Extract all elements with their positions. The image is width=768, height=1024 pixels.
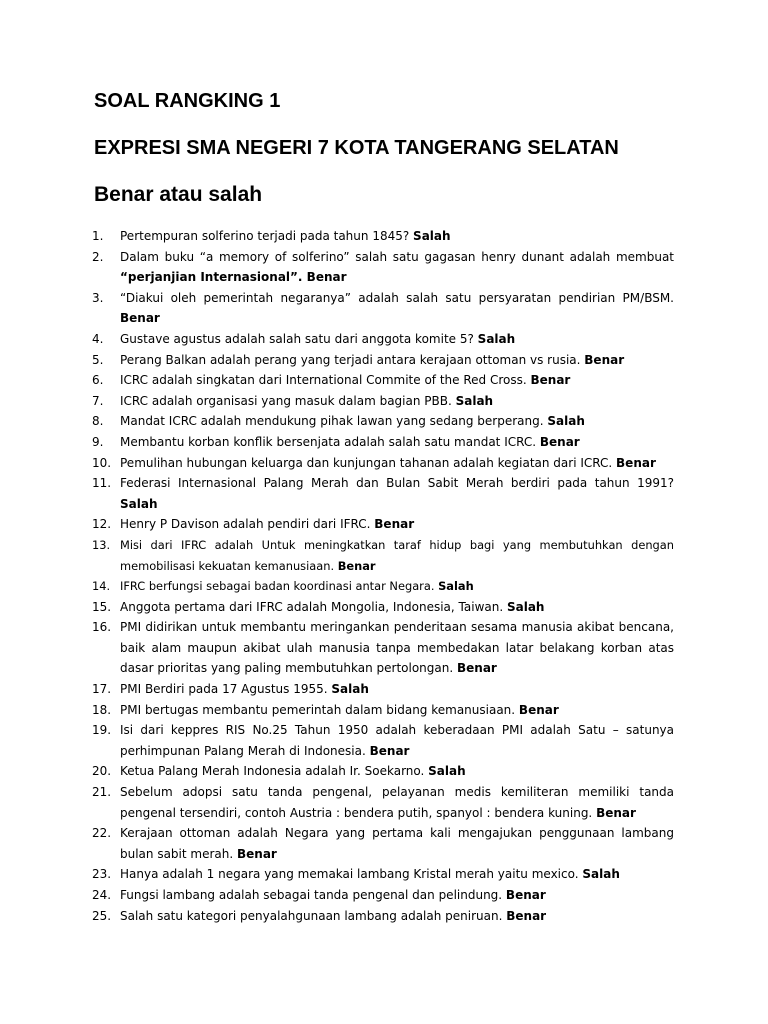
question-item: [92, 782, 674, 823]
answer-label: Benar: [596, 805, 636, 820]
question-number: 18.: [92, 702, 112, 717]
question-text: Henry P Davison adalah pendiri dari IFRC.: [120, 517, 375, 532]
answer-label: Benar: [374, 517, 415, 532]
question-number: 17.: [92, 682, 112, 697]
question-number: 16.: [92, 620, 112, 635]
answer-label: Benar: [505, 888, 546, 902]
question-text: Pemulihan hubungan keluarga dan kunjungan tahanan adalah kegiatan dari ICRC.: [120, 455, 617, 470]
question-text: IFRC berfungsi sebagai badan koordinasi antar Negara.: [120, 579, 439, 594]
question-item: [92, 247, 674, 288]
answer-label: Benar: [457, 661, 497, 676]
question-item: [92, 906, 674, 927]
question-item: [92, 864, 674, 885]
question-number: 10.: [92, 455, 112, 470]
question-text: PMI didirikan untuk membantu meringankan penderitaan sesama manusia akibat bencana, baik alam maupun akibat ulah manusia tanpa membedakan latar belakang korban atas dasar prioritas yang paling membutuhkan pertolongan.: [120, 620, 674, 676]
question-text: PMI bertugas membantu pemerintah dalam bidang kemanusiaan.: [120, 702, 519, 717]
question-number: 8.: [92, 414, 104, 429]
answer-label: Salah: [413, 229, 451, 243]
question-text: Membantu korban konflik bersenjata adalah salah satu mandat ICRC.: [120, 434, 540, 449]
question-text: Isi dari keppres RIS No.25 Tahun 1950 adalah keberadaan PMI adalah Satu – satunya perhimpunan Palang Merah di Indonesia.: [120, 723, 674, 758]
question-number: 21.: [92, 785, 112, 800]
answer-label: Salah: [582, 867, 620, 882]
question-text: Kerajaan ottoman adalah Negara yang pertama kali mengajukan penggunaan lambang bulan sabit merah.: [120, 826, 674, 861]
question-item: [92, 720, 674, 761]
question-item: [92, 597, 674, 618]
question-number: 19.: [92, 723, 112, 738]
question-item: [92, 329, 674, 350]
question-number: 20.: [92, 764, 112, 779]
answer-label: Salah: [547, 414, 585, 429]
question-item: [92, 453, 674, 474]
question-item: [92, 350, 674, 371]
question-text: ICRC adalah singkatan dari International Commite of the Red Cross.: [120, 373, 531, 388]
answer-label: Benar: [506, 908, 547, 923]
answer-label: Benar: [518, 702, 559, 717]
answer-label: Salah: [331, 682, 369, 697]
question-item: [92, 288, 674, 329]
question-number: 2.: [92, 249, 104, 264]
question-text: Dalam buku “a memory of solferino” salah satu gagasan henry dunant adalah membuat: [120, 249, 674, 264]
question-item: [92, 761, 674, 782]
question-number: 14.: [92, 579, 111, 594]
question-item: [92, 885, 674, 906]
question-text: PMI Berdiri pada 17 Agustus 1955.: [120, 682, 332, 697]
document-subtitle: EXPRESI SMA NEGERI 7 KOTA TANGERANG SELATAN: [94, 137, 619, 159]
answer-label: Benar: [337, 558, 376, 573]
question-text: Mandat ICRC adalah mendukung pihak lawan yang sedang berperang.: [120, 414, 548, 429]
question-number: 9.: [92, 434, 104, 449]
question-number: 7.: [92, 393, 104, 408]
question-number: 22.: [92, 826, 112, 841]
question-number: 5.: [92, 352, 104, 367]
question-text: Perang Balkan adalah perang yang terjadi antara kerajaan ottoman vs rusia.: [120, 352, 585, 367]
answer-label: Benar: [237, 846, 277, 861]
question-list: [92, 226, 674, 926]
document-title: SOAL RANGKING 1: [94, 90, 281, 112]
answer-label: Benar: [616, 455, 656, 470]
question-text: .: [297, 270, 307, 285]
question-item: [92, 576, 674, 597]
question-item: [92, 700, 674, 721]
answer-label: Salah: [438, 579, 474, 594]
answer-label: Salah: [120, 496, 158, 511]
question-number: 25.: [92, 908, 112, 923]
answer-label: Benar: [539, 434, 580, 449]
question-number: 1.: [92, 229, 104, 243]
question-item: [92, 432, 674, 453]
answer-label: Salah: [506, 599, 545, 614]
answer-label: Benar: [584, 352, 625, 367]
question-text: Fungsi lambang adalah sebagai tanda pengenal dan pelindung.: [120, 888, 506, 902]
question-item: [92, 514, 674, 535]
answer-label: Salah: [455, 393, 494, 408]
question-text: Misi dari IFRC adalah Untuk meningkatkan taraf hidup bagi yang membutuhkan dengan memobilisasi kekuatan kemanusiaan.: [120, 537, 674, 573]
answer-label: Salah: [477, 331, 516, 346]
question-item: [92, 391, 674, 412]
question-text: Pertempuran solferino terjadi pada tahun 1845?: [120, 229, 414, 243]
question-item: [92, 617, 674, 679]
question-emphasis: “perjanjian Internasional”: [120, 270, 298, 285]
question-number: 23.: [92, 867, 112, 882]
question-text: Gustave agustus adalah salah satu dari anggota komite 5?: [120, 331, 478, 346]
question-number: 3.: [92, 290, 104, 305]
question-text: Ketua Palang Merah Indonesia adalah Ir. Soekarno.: [120, 764, 429, 779]
question-number: 4.: [92, 331, 104, 346]
question-item: [92, 226, 674, 247]
question-item: [92, 411, 674, 432]
question-item: [92, 679, 674, 700]
question-number: 11.: [92, 476, 112, 491]
question-text: Sebelum adopsi satu tanda pengenal, pelayanan medis kemiliteran memiliki tanda pengenal tersendiri, contoh Austria : bendera putih, spanyol : bendera kuning.: [120, 785, 674, 820]
question-text: Salah satu kategori penyalahgunaan lambang adalah peniruan.: [120, 908, 507, 923]
question-item: [92, 535, 674, 576]
answer-label: Benar: [530, 373, 571, 388]
question-text: “Diakui oleh pemerintah negaranya” adalah salah satu persyaratan pendirian PM/BSM.: [120, 290, 674, 305]
question-item: [92, 370, 674, 391]
question-item: [92, 473, 674, 514]
question-text: ICRC adalah organisasi yang masuk dalam bagian PBB.: [120, 393, 456, 408]
question-number: 6.: [92, 373, 104, 388]
question-text: Federasi Internasional Palang Merah dan Bulan Sabit Merah berdiri pada tahun 1991?: [120, 476, 674, 491]
answer-label: Benar: [120, 311, 160, 326]
question-number: 12.: [92, 517, 112, 532]
section-heading: Benar atau salah: [94, 183, 263, 206]
answer-label: Benar: [369, 743, 410, 758]
question-number: 24.: [92, 888, 112, 902]
question-item: [92, 823, 674, 864]
question-number: 15.: [92, 599, 112, 614]
answer-label: Salah: [428, 764, 466, 779]
question-text: Anggota pertama dari IFRC adalah Mongolia, Indonesia, Taiwan.: [120, 599, 507, 614]
question-text: Hanya adalah 1 negara yang memakai lambang Kristal merah yaitu mexico.: [120, 867, 583, 882]
question-number: 13.: [92, 537, 111, 552]
answer-label: Benar: [306, 270, 347, 285]
